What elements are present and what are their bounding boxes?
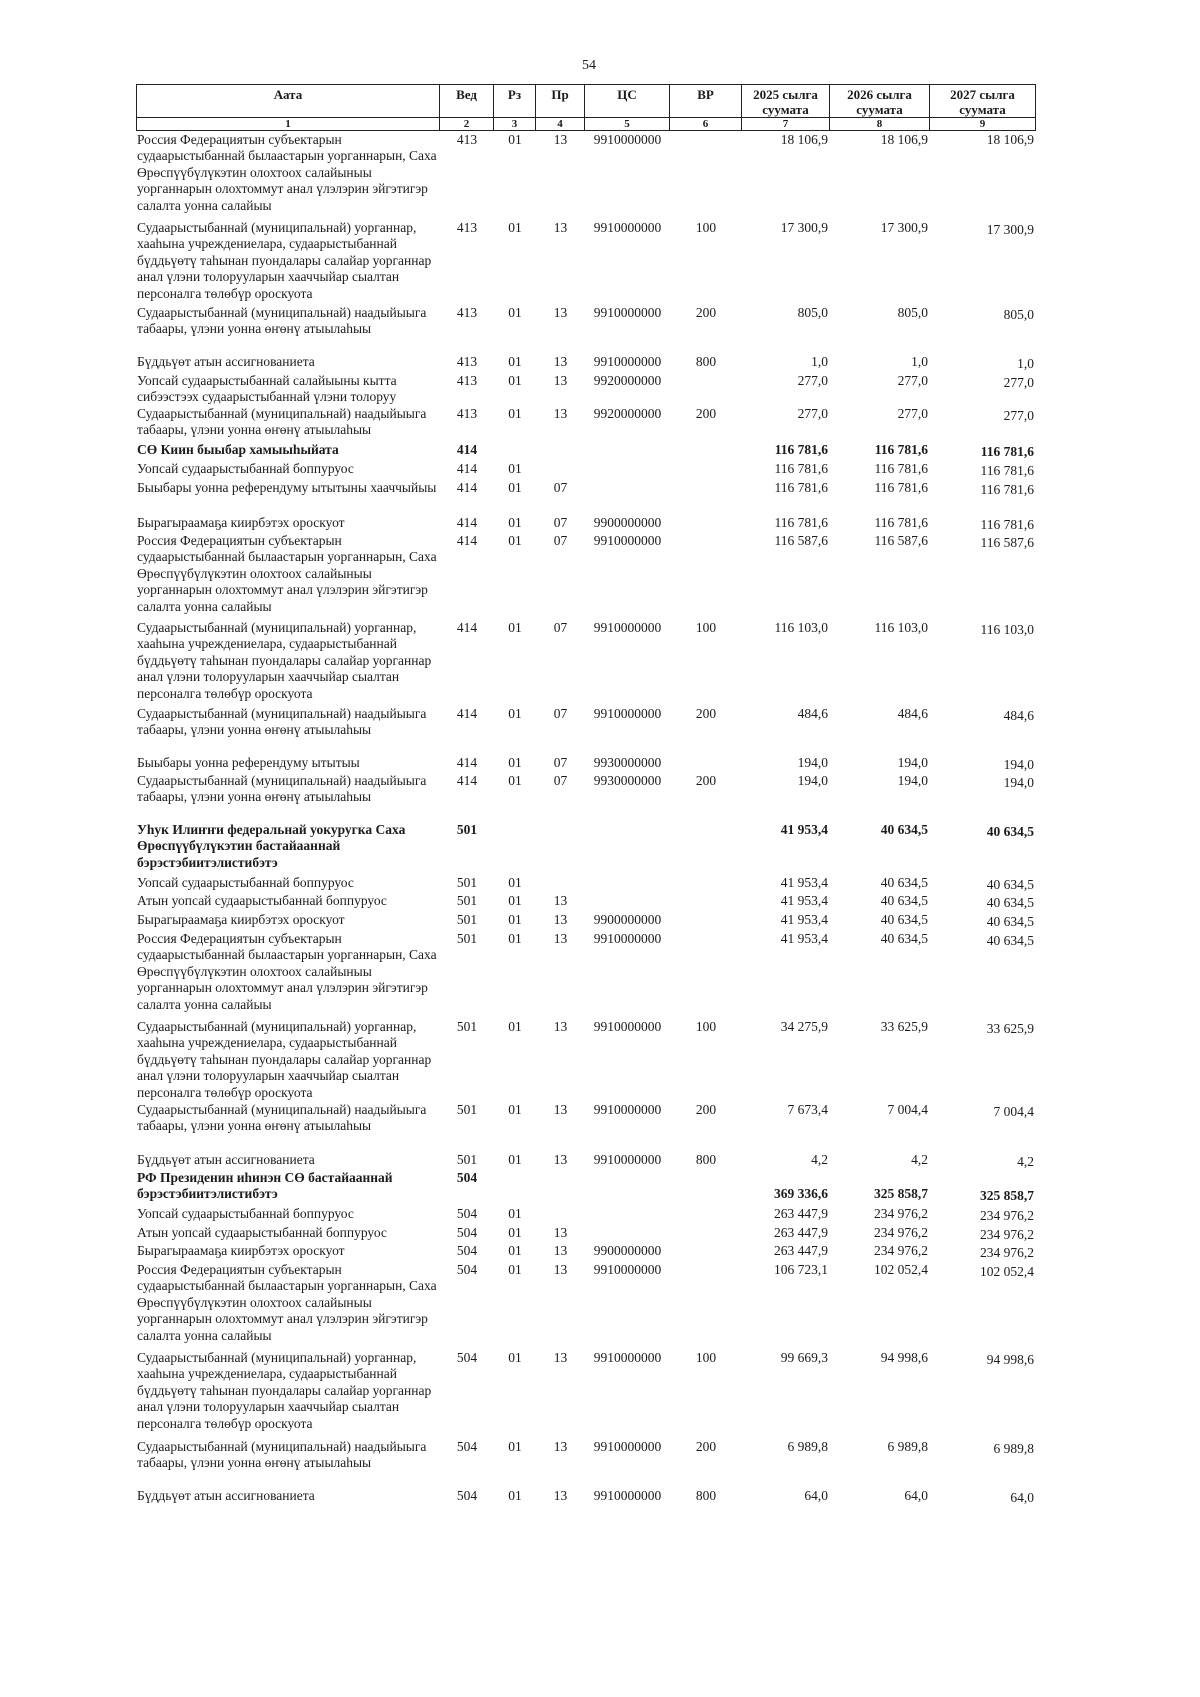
amount-2027: 194,0 bbox=[1003, 775, 1034, 790]
amount-2025: 116 781,6 bbox=[774, 461, 828, 476]
row-name: Быыбары уонна референдуму ытытыны хааччыйыы bbox=[137, 480, 437, 495]
amount-2026: 116 103,0 bbox=[874, 620, 928, 635]
amount-2026: 40 634,5 bbox=[880, 893, 928, 908]
table-row bbox=[136, 912, 1036, 929]
amount-2027: 94 998,6 bbox=[986, 1352, 1034, 1367]
table-row bbox=[136, 533, 1036, 614]
row-name: Уопсай судаарыстыбаннай боппуруос bbox=[137, 1206, 354, 1221]
amount-2026: 484,6 bbox=[897, 706, 928, 721]
vr-code: 800 bbox=[695, 354, 717, 369]
table-row bbox=[136, 875, 1036, 892]
table-row bbox=[136, 220, 1036, 301]
amount-2026: 1,0 bbox=[911, 354, 928, 369]
amount-2026: 194,0 bbox=[897, 773, 928, 788]
table-row bbox=[136, 1488, 1036, 1505]
table-row bbox=[136, 1350, 1036, 1431]
pr-code: 13 bbox=[553, 1439, 568, 1454]
ved-code: 501 bbox=[456, 822, 478, 837]
pr-code: 13 bbox=[553, 893, 568, 908]
amount-2027: 805,0 bbox=[1003, 307, 1034, 322]
ved-code: 413 bbox=[456, 305, 478, 320]
ved-code: 504 bbox=[456, 1243, 478, 1258]
row-name: Судаарыстыбаннай (муниципальнай) уорганнар, хааһына учреждениелара, судаарыстыбаннай бүддьүөтү таһынан пуондалары салайар уорганнар анал үлэни толорууларын хааччыйар сыалтан персоналга төлөбүр ороскуота bbox=[137, 620, 432, 701]
ved-code: 414 bbox=[456, 442, 478, 457]
row-name: Судаарыстыбаннай (муниципальнай) уорганнар, хааһына учреждениелара, судаарыстыбаннай бүддьүөтү таһынан пуондалары салайар уорганнар анал үлэни толорууларын хааччыйар сыалтан персоналга төлөбүр ороскуота bbox=[137, 1350, 432, 1431]
page-number: 54 bbox=[582, 58, 596, 73]
column-number: 4 bbox=[536, 117, 585, 130]
rz-code: 01 bbox=[508, 1262, 522, 1277]
pr-code: 13 bbox=[553, 1019, 568, 1034]
amount-2027: 234 976,2 bbox=[980, 1208, 1034, 1223]
rz-code: 01 bbox=[508, 406, 522, 421]
rz-code: 01 bbox=[508, 620, 522, 635]
amount-2026: 6 989,8 bbox=[887, 1439, 928, 1454]
amount-2026: 325 858,7 bbox=[874, 1186, 928, 1201]
amount-2026: 40 634,5 bbox=[880, 875, 928, 890]
rz-code: 01 bbox=[508, 1439, 522, 1454]
amount-2027: 277,0 bbox=[1003, 375, 1034, 390]
vr-code: 200 bbox=[695, 706, 717, 721]
row-name: Судаарыстыбаннай (муниципальнай) наадыйыыга табаары, үлэни уонна өҥөнү атыылаһыы bbox=[137, 305, 427, 337]
row-name: Судаарыстыбаннай (муниципальнай) уорганнар, хааһына учреждениелара, судаарыстыбаннай бүддьүөтү таһынан пуондалары салайар уорганнар анал үлэни толорууларын хааччыйар сыалтан персоналга төлөбүр ороскуота bbox=[137, 1019, 432, 1100]
amount-2026: 94 998,6 bbox=[880, 1350, 928, 1365]
amount-2026: 40 634,5 bbox=[880, 822, 928, 837]
amount-2027: 116 781,6 bbox=[980, 444, 1034, 459]
amount-2027: 40 634,5 bbox=[986, 914, 1034, 929]
cs-code: 9900000000 bbox=[593, 1243, 662, 1258]
cs-code: 9920000000 bbox=[593, 406, 662, 421]
rz-code: 01 bbox=[508, 1225, 522, 1240]
amount-2026: 33 625,9 bbox=[880, 1019, 928, 1034]
table-row bbox=[136, 755, 1036, 772]
amount-2025: 7 673,4 bbox=[787, 1102, 828, 1117]
amount-2026: 234 976,2 bbox=[874, 1225, 928, 1240]
amount-2025: 194,0 bbox=[797, 773, 828, 788]
row-name: Бүддьүөт атын ассигнованиета bbox=[137, 1152, 315, 1167]
ved-code: 413 bbox=[456, 354, 478, 369]
amount-2027: 325 858,7 bbox=[980, 1188, 1034, 1203]
row-name: Судаарыстыбаннай (муниципальнай) наадыйыыга табаары, үлэни уонна өҥөнү атыылаһыы bbox=[137, 706, 427, 738]
pr-code: 13 bbox=[553, 1225, 568, 1240]
amount-2026: 17 300,9 bbox=[880, 220, 928, 235]
ved-code: 501 bbox=[456, 931, 478, 946]
amount-2025: 263 447,9 bbox=[774, 1206, 828, 1221]
cs-code: 9910000000 bbox=[593, 220, 662, 235]
amount-2027: 484,6 bbox=[1003, 708, 1034, 723]
amount-2026: 277,0 bbox=[897, 373, 928, 388]
table-header bbox=[136, 84, 1036, 131]
vr-code: 800 bbox=[695, 1152, 717, 1167]
table-row bbox=[136, 515, 1036, 532]
amount-2027: 1,0 bbox=[1017, 356, 1034, 371]
row-name: Бүддьүөт атын ассигнованиета bbox=[137, 354, 315, 369]
header-ved: Вед bbox=[440, 85, 494, 117]
table-row bbox=[136, 822, 1036, 870]
amount-2027: 40 634,5 bbox=[986, 877, 1034, 892]
rz-code: 01 bbox=[508, 893, 522, 908]
amount-2025: 64,0 bbox=[804, 1488, 828, 1503]
ved-code: 414 bbox=[456, 515, 478, 530]
amount-2026: 7 004,4 bbox=[887, 1102, 928, 1117]
rz-code: 01 bbox=[508, 755, 522, 770]
header-pr: Пр bbox=[536, 85, 585, 117]
table-row bbox=[136, 461, 1036, 478]
ved-code: 414 bbox=[456, 773, 478, 788]
vr-code: 100 bbox=[695, 620, 717, 635]
ved-code: 413 bbox=[456, 373, 478, 388]
amount-2026: 805,0 bbox=[897, 305, 928, 320]
ved-code: 504 bbox=[456, 1170, 478, 1185]
amount-2025: 34 275,9 bbox=[780, 1019, 828, 1034]
table-row bbox=[136, 1243, 1036, 1260]
ved-code: 501 bbox=[456, 1152, 478, 1167]
column-number: 8 bbox=[830, 117, 930, 130]
cs-code: 9910000000 bbox=[593, 1488, 662, 1503]
amount-2025: 18 106,9 bbox=[780, 132, 828, 147]
rz-code: 01 bbox=[508, 480, 522, 495]
amount-2027: 234 976,2 bbox=[980, 1227, 1034, 1242]
vr-code: 200 bbox=[695, 406, 717, 421]
ved-code: 414 bbox=[456, 461, 478, 476]
table-row bbox=[136, 305, 1036, 337]
pr-code: 07 bbox=[553, 620, 568, 635]
amount-2025: 41 953,4 bbox=[780, 893, 828, 908]
amount-2027: 40 634,5 bbox=[986, 895, 1034, 910]
pr-code: 13 bbox=[553, 373, 568, 388]
amount-2025: 1,0 bbox=[811, 354, 828, 369]
amount-2026: 116 781,6 bbox=[874, 515, 928, 530]
cs-code: 9910000000 bbox=[593, 706, 662, 721]
row-name: Россия Федерациятын субъектарын судаарыстыбаннай былаастарын уорганнарын, Саха Өрөспүүбүлүкэтин олохтоох салайыныы уорганнарын олохтоммут анал үлэлэрин эйгэтигэр салалта уонна салайыы bbox=[137, 931, 437, 1012]
ved-code: 414 bbox=[456, 480, 478, 495]
pr-code: 07 bbox=[553, 773, 568, 788]
ved-code: 413 bbox=[456, 406, 478, 421]
header-vr: ВР bbox=[670, 85, 742, 117]
cs-code: 9930000000 bbox=[593, 755, 662, 770]
amount-2026: 4,2 bbox=[911, 1152, 928, 1167]
cs-code: 9910000000 bbox=[593, 533, 662, 548]
amount-2027: 40 634,5 bbox=[986, 824, 1034, 839]
amount-2025: 484,6 bbox=[797, 706, 828, 721]
ved-code: 504 bbox=[456, 1206, 478, 1221]
amount-2026: 234 976,2 bbox=[874, 1243, 928, 1258]
row-name: Судаарыстыбаннай (муниципальнай) уорганнар, хааһына учреждениелара, судаарыстыбаннай бүддьүөтү таһынан пуондалары салайар уорганнар анал үлэни толорууларын хааччыйар сыалтан персоналга төлөбүр ороскуота bbox=[137, 220, 432, 301]
ved-code: 414 bbox=[456, 755, 478, 770]
ved-code: 504 bbox=[456, 1439, 478, 1454]
amount-2027: 234 976,2 bbox=[980, 1245, 1034, 1260]
rz-code: 01 bbox=[508, 1206, 522, 1221]
amount-2027: 6 989,8 bbox=[993, 1441, 1034, 1456]
row-name: Атын уопсай судаарыстыбаннай боппуруос bbox=[137, 893, 387, 908]
amount-2026: 40 634,5 bbox=[880, 931, 928, 946]
cs-code: 9910000000 bbox=[593, 354, 662, 369]
header-2027: 2027 сылга суумата bbox=[950, 87, 1015, 117]
vr-code: 100 bbox=[695, 1019, 717, 1034]
amount-2025: 41 953,4 bbox=[780, 931, 828, 946]
pr-code: 13 bbox=[553, 1488, 568, 1503]
rz-code: 01 bbox=[508, 1243, 522, 1258]
header-2025: 2025 сылга суумата bbox=[742, 85, 830, 117]
pr-code: 07 bbox=[553, 533, 568, 548]
pr-code: 13 bbox=[553, 220, 568, 235]
row-name: Быыбары уонна референдуму ытытыы bbox=[137, 755, 360, 770]
vr-code: 200 bbox=[695, 305, 717, 320]
amount-2025: 41 953,4 bbox=[780, 875, 828, 890]
pr-code: 13 bbox=[553, 1350, 568, 1365]
vr-code: 200 bbox=[695, 1439, 717, 1454]
row-name: Судаарыстыбаннай (муниципальнай) наадыйыыга табаары, үлэни уонна өҥөнү атыылаһыы bbox=[137, 406, 427, 438]
table-row bbox=[136, 1206, 1036, 1223]
amount-2025: 17 300,9 bbox=[780, 220, 828, 235]
pr-code: 07 bbox=[553, 480, 568, 495]
ved-code: 504 bbox=[456, 1488, 478, 1503]
amount-2026: 18 106,9 bbox=[880, 132, 928, 147]
cs-code: 9910000000 bbox=[593, 1152, 662, 1167]
pr-code: 13 bbox=[553, 1243, 568, 1258]
amount-2026: 194,0 bbox=[897, 755, 928, 770]
table-row bbox=[136, 132, 1036, 213]
amount-2025: 805,0 bbox=[797, 305, 828, 320]
cs-code: 9920000000 bbox=[593, 373, 662, 388]
pr-code: 13 bbox=[553, 406, 568, 421]
column-number: 5 bbox=[585, 117, 670, 130]
cs-code: 9910000000 bbox=[593, 931, 662, 946]
amount-2025: 6 989,8 bbox=[787, 1439, 828, 1454]
header-2026: 2026 сылга суумата bbox=[830, 85, 930, 117]
row-name: Уһук Илиҥҥи федеральнай уокуругка Саха Өрөспүүбүлүкэтин бастайааннай бэрэстэбиитэлистибэтэ bbox=[137, 822, 406, 870]
vr-code: 800 bbox=[695, 1488, 717, 1503]
table-row bbox=[136, 373, 1036, 405]
column-number: 2 bbox=[440, 117, 494, 130]
amount-2027: 277,0 bbox=[1003, 408, 1034, 423]
row-name: Россия Федерациятын субъектарын судаарыстыбаннай былаастарын уорганнарын, Саха Өрөспүүбүлүкэтин олохтоох салайыныы уорганнарын олохтоммут анал үлэлэрин эйгэтигэр салалта уонна салайыы bbox=[137, 533, 437, 614]
ved-code: 414 bbox=[456, 533, 478, 548]
ved-code: 504 bbox=[456, 1350, 478, 1365]
table-row bbox=[136, 1262, 1036, 1343]
table-row bbox=[136, 931, 1036, 1012]
cs-code: 9910000000 bbox=[593, 1262, 662, 1277]
amount-2025: 116 103,0 bbox=[774, 620, 828, 635]
amount-2025: 41 953,4 bbox=[780, 822, 828, 837]
cs-code: 9910000000 bbox=[593, 620, 662, 635]
table-row bbox=[136, 1170, 1036, 1203]
table-row bbox=[136, 442, 1036, 459]
amount-2025: 369 336,6 bbox=[774, 1186, 828, 1201]
ved-code: 501 bbox=[456, 1019, 478, 1034]
amount-2025: 41 953,4 bbox=[780, 912, 828, 927]
amount-2027: 116 781,6 bbox=[980, 463, 1034, 478]
amount-2025: 277,0 bbox=[797, 373, 828, 388]
amount-2025: 116 781,6 bbox=[774, 515, 828, 530]
table-row bbox=[136, 480, 1036, 497]
row-name: Судаарыстыбаннай (муниципальнай) наадыйыыга табаары, үлэни уонна өҥөнү атыылаһыы bbox=[137, 1439, 427, 1471]
amount-2027: 40 634,5 bbox=[986, 933, 1034, 948]
cs-code: 9910000000 bbox=[593, 305, 662, 320]
pr-code: 07 bbox=[553, 515, 568, 530]
rz-code: 01 bbox=[508, 931, 522, 946]
table-row bbox=[136, 1019, 1036, 1100]
pr-code: 13 bbox=[553, 132, 568, 147]
rz-code: 01 bbox=[508, 515, 522, 530]
amount-2027: 194,0 bbox=[1003, 757, 1034, 772]
ved-code: 414 bbox=[456, 620, 478, 635]
ved-code: 501 bbox=[456, 893, 478, 908]
vr-code: 100 bbox=[695, 1350, 717, 1365]
cs-code: 9900000000 bbox=[593, 515, 662, 530]
header-cs: ЦС bbox=[585, 85, 670, 117]
row-name: Уопсай судаарыстыбаннай салайыыны кытта сибээстээх судаарыстыбаннай үлэни толоруу bbox=[137, 373, 397, 405]
cs-code: 9910000000 bbox=[593, 1350, 662, 1365]
row-name: Бүддьүөт атын ассигнованиета bbox=[137, 1488, 315, 1503]
ved-code: 414 bbox=[456, 706, 478, 721]
pr-code: 07 bbox=[553, 755, 568, 770]
rz-code: 01 bbox=[508, 132, 522, 147]
amount-2027: 116 103,0 bbox=[980, 622, 1034, 637]
amount-2025: 263 447,9 bbox=[774, 1243, 828, 1258]
row-name: СӨ Киин быыбар хамыыһыйата bbox=[137, 442, 339, 457]
vr-code: 200 bbox=[695, 773, 717, 788]
pr-code: 13 bbox=[553, 1102, 568, 1117]
row-name: Уопсай судаарыстыбаннай боппуруос bbox=[137, 875, 354, 890]
cs-code: 9910000000 bbox=[593, 1439, 662, 1454]
rz-code: 01 bbox=[508, 354, 522, 369]
row-name: Бырагыраамаҕа киирбэтэх ороскуот bbox=[137, 912, 345, 927]
row-name: Судаарыстыбаннай (муниципальнай) наадыйыыга табаары, үлэни уонна өҥөнү атыылаһыы bbox=[137, 773, 427, 805]
table-row bbox=[136, 773, 1036, 805]
pr-code: 07 bbox=[553, 706, 568, 721]
rz-code: 01 bbox=[508, 373, 522, 388]
amount-2025: 263 447,9 bbox=[774, 1225, 828, 1240]
row-name: Россия Федерациятын субъектарын судаарыстыбаннай былаастарын уорганнарын, Саха Өрөспүүбүлүкэтин олохтоох салайыныы уорганнарын олохтоммут анал үлэлэрин эйгэтигэр салалта уонна салайыы bbox=[137, 132, 437, 213]
amount-2027: 116 587,6 bbox=[980, 535, 1034, 550]
rz-code: 01 bbox=[508, 1152, 522, 1167]
header-aata: Аата bbox=[137, 85, 440, 117]
amount-2025: 106 723,1 bbox=[774, 1262, 828, 1277]
rz-code: 01 bbox=[508, 875, 522, 890]
pr-code: 13 bbox=[553, 305, 568, 320]
rz-code: 01 bbox=[508, 706, 522, 721]
column-number: 3 bbox=[494, 117, 536, 130]
row-name: Атын уопсай судаарыстыбаннай боппуруос bbox=[137, 1225, 387, 1240]
header-rz: Рз bbox=[494, 85, 536, 117]
row-name: Уопсай судаарыстыбаннай боппуруос bbox=[137, 461, 354, 476]
row-name: РФ Президенин иһинэн СӨ бастайааннай бэрэстэбиитэлистибэтэ bbox=[137, 1170, 393, 1202]
amount-2027: 4,2 bbox=[1017, 1154, 1034, 1169]
column-number: 6 bbox=[670, 117, 742, 130]
rz-code: 01 bbox=[508, 461, 522, 476]
rz-code: 01 bbox=[508, 305, 522, 320]
amount-2026: 64,0 bbox=[904, 1488, 928, 1503]
amount-2025: 116 781,6 bbox=[774, 442, 828, 457]
table-row bbox=[136, 354, 1036, 371]
table-row bbox=[136, 706, 1036, 738]
ved-code: 501 bbox=[456, 1102, 478, 1117]
row-name: Судаарыстыбаннай (муниципальнай) наадыйыыга табаары, үлэни уонна өҥөнү атыылаһыы bbox=[137, 1102, 427, 1134]
ved-code: 504 bbox=[456, 1225, 478, 1240]
column-number: 9 bbox=[930, 117, 1035, 130]
row-name: Бырагыраамаҕа киирбэтэх ороскуот bbox=[137, 515, 345, 530]
pr-code: 13 bbox=[553, 1262, 568, 1277]
amount-2025: 116 587,6 bbox=[774, 533, 828, 548]
pr-code: 13 bbox=[553, 931, 568, 946]
amount-2027: 64,0 bbox=[1010, 1490, 1034, 1505]
amount-2026: 102 052,4 bbox=[874, 1262, 928, 1277]
amount-2025: 99 669,3 bbox=[780, 1350, 828, 1365]
table-row bbox=[136, 1102, 1036, 1134]
table-row bbox=[136, 406, 1036, 438]
amount-2027: 17 300,9 bbox=[986, 222, 1034, 237]
amount-2027: 7 004,4 bbox=[993, 1104, 1034, 1119]
pr-code: 13 bbox=[553, 912, 568, 927]
row-name: Бырагыраамаҕа киирбэтэх ороскуот bbox=[137, 1243, 345, 1258]
rz-code: 01 bbox=[508, 912, 522, 927]
table-row bbox=[136, 1225, 1036, 1242]
ved-code: 501 bbox=[456, 912, 478, 927]
pr-code: 13 bbox=[553, 354, 568, 369]
amount-2026: 234 976,2 bbox=[874, 1206, 928, 1221]
rz-code: 01 bbox=[508, 773, 522, 788]
amount-2027: 116 781,6 bbox=[980, 482, 1034, 497]
amount-2026: 116 781,6 bbox=[874, 461, 928, 476]
amount-2026: 116 781,6 bbox=[874, 480, 928, 495]
rz-code: 01 bbox=[508, 1488, 522, 1503]
amount-2026: 277,0 bbox=[897, 406, 928, 421]
table-row bbox=[136, 1439, 1036, 1471]
rz-code: 01 bbox=[508, 533, 522, 548]
ved-code: 413 bbox=[456, 132, 478, 147]
amount-2027: 33 625,9 bbox=[986, 1021, 1034, 1036]
cs-code: 9910000000 bbox=[593, 1019, 662, 1034]
amount-2026: 40 634,5 bbox=[880, 912, 928, 927]
pr-code: 13 bbox=[553, 1152, 568, 1167]
table-row bbox=[136, 1152, 1036, 1169]
rz-code: 01 bbox=[508, 1019, 522, 1034]
cs-code: 9930000000 bbox=[593, 773, 662, 788]
vr-code: 200 bbox=[695, 1102, 717, 1117]
amount-2025: 194,0 bbox=[797, 755, 828, 770]
cs-code: 9910000000 bbox=[593, 132, 662, 147]
column-number: 1 bbox=[137, 117, 440, 130]
amount-2027: 18 106,9 bbox=[986, 132, 1034, 147]
ved-code: 504 bbox=[456, 1262, 478, 1277]
ved-code: 501 bbox=[456, 875, 478, 890]
amount-2025: 277,0 bbox=[797, 406, 828, 421]
table-row bbox=[136, 893, 1036, 910]
amount-2026: 116 781,6 bbox=[874, 442, 928, 457]
table-row bbox=[136, 620, 1036, 701]
ved-code: 413 bbox=[456, 220, 478, 235]
rz-code: 01 bbox=[508, 1350, 522, 1365]
rz-code: 01 bbox=[508, 220, 522, 235]
amount-2026: 116 587,6 bbox=[874, 533, 928, 548]
row-name: Россия Федерациятын субъектарын судаарыстыбаннай былаастарын уорганнарын, Саха Өрөспүүбүлүкэтин олохтоох салайыныы уорганнарын олохтоммут анал үлэлэрин эйгэтигэр салалта уонна салайыы bbox=[137, 1262, 437, 1343]
rz-code: 01 bbox=[508, 1102, 522, 1117]
cs-code: 9910000000 bbox=[593, 1102, 662, 1117]
amount-2025: 4,2 bbox=[811, 1152, 828, 1167]
amount-2025: 116 781,6 bbox=[774, 480, 828, 495]
amount-2027: 102 052,4 bbox=[980, 1264, 1034, 1279]
column-number: 7 bbox=[742, 117, 830, 130]
cs-code: 9900000000 bbox=[593, 912, 662, 927]
amount-2027: 116 781,6 bbox=[980, 517, 1034, 532]
vr-code: 100 bbox=[695, 220, 717, 235]
